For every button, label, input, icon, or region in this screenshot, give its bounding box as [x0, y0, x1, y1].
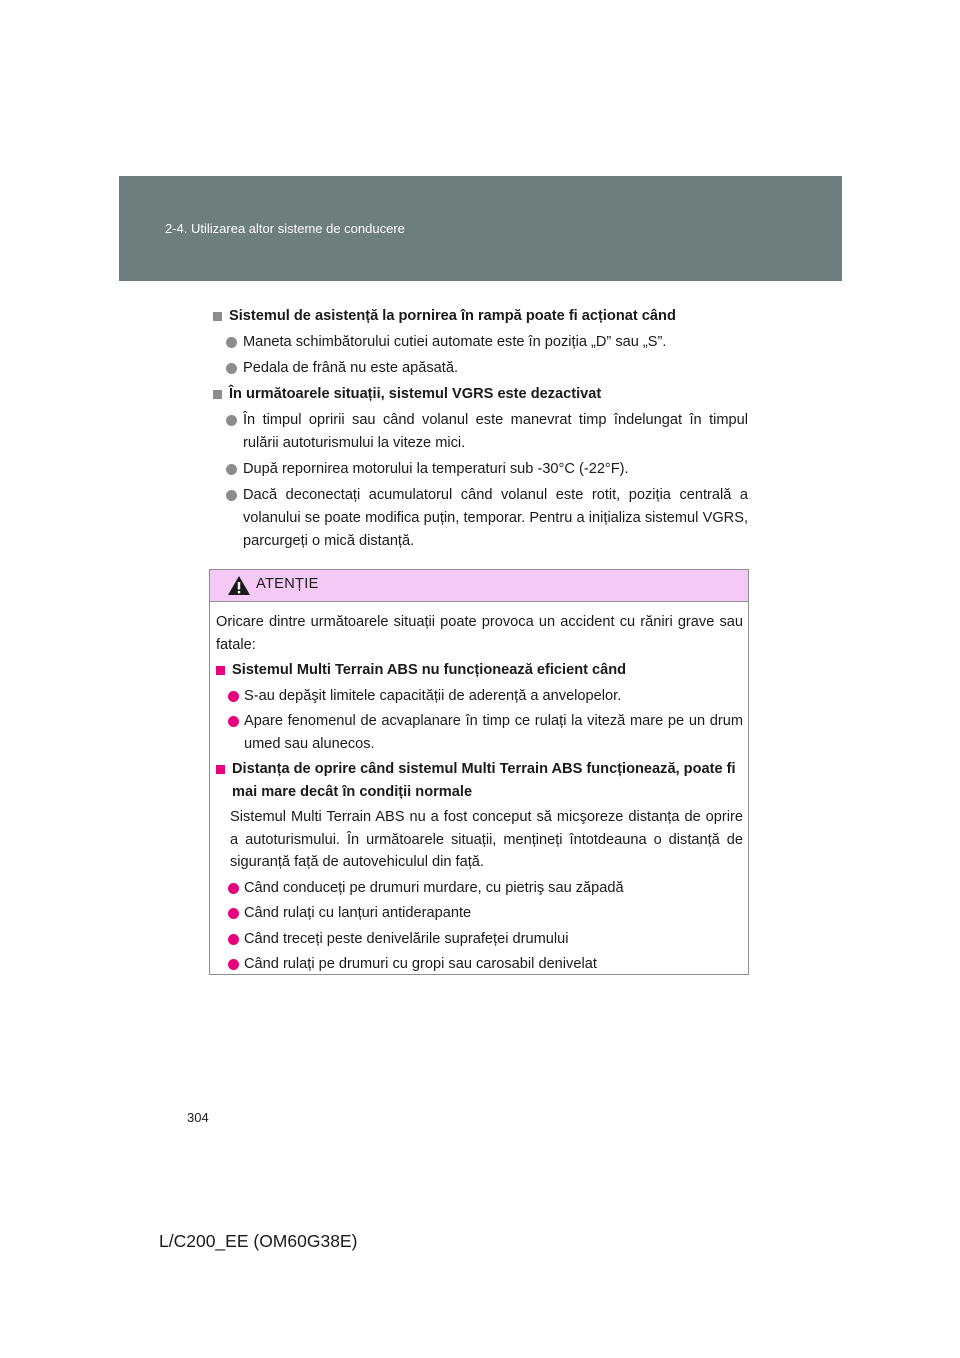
list-item	[216, 685, 743, 708]
square-bullet-icon	[216, 765, 225, 774]
circle-bullet-icon	[226, 415, 237, 426]
warning-paragraph: Sistemul Multi Terrain ABS nu a fost conceput să micşoreze distanța de oprire a autoturismului. În următoarele situații, mențineți întotdeauna o distanță de siguranță față de autovehiculul din față.	[230, 809, 743, 870]
list-item	[213, 357, 748, 380]
list-item-text: Pedala de frână nu este apăsată.	[243, 360, 459, 376]
list-item	[216, 877, 743, 900]
list-item-text: În timpul opririi sau când volanul este manevrat timp îndelungat în timpul rulării autoturismului la viteze mici.	[243, 412, 748, 451]
warning-heading	[216, 659, 743, 682]
list-item-text: Când rulați pe drumuri cu gropi sau carosabil denivelat	[244, 956, 597, 972]
square-bullet-icon	[213, 312, 222, 321]
list-item	[216, 902, 743, 925]
section-heading-text: Sistemul de asistență la pornirea în rampă poate fi acționat când	[229, 308, 676, 324]
list-item-text: Apare fenomenul de acvaplanare în timp ce rulați la viteză mare pe un drum umed sau alunecos.	[244, 713, 743, 752]
warning-heading	[216, 758, 743, 803]
circle-bullet-icon	[228, 934, 239, 945]
list-item	[216, 710, 743, 755]
warning-heading-text: Distanța de oprire când sistemul Multi Terrain ABS funcționează, poate fi mai mare decât în condiții normale	[232, 761, 736, 800]
list-item-text: Când conduceți pe drumuri murdare, cu pietriş sau zăpadă	[244, 879, 624, 896]
page-number: 304	[187, 1110, 209, 1125]
list-item	[216, 928, 743, 951]
list-item	[213, 458, 748, 481]
list-item	[213, 409, 748, 455]
section-heading-text: În următoarele situații, sistemul VGRS este dezactivat	[229, 386, 602, 402]
circle-bullet-icon	[226, 363, 237, 374]
circle-bullet-icon	[228, 691, 239, 702]
circle-bullet-icon	[228, 883, 239, 894]
list-item	[216, 953, 743, 976]
list-item-text: Când rulați cu lanțuri antiderapante	[244, 905, 472, 921]
main-content	[213, 305, 748, 556]
header-band	[119, 176, 842, 281]
list-item	[213, 331, 748, 354]
circle-bullet-icon	[228, 908, 239, 919]
warning-intro: Oricare dintre următoarele situații poate provoca un accident cu răniri grave sau fatale:	[216, 614, 743, 653]
square-bullet-icon	[213, 390, 222, 399]
warning-box	[209, 569, 749, 975]
circle-bullet-icon	[226, 490, 237, 501]
circle-bullet-icon	[228, 716, 239, 727]
square-bullet-icon	[216, 666, 225, 675]
list-item	[213, 484, 748, 553]
section-title: 2-4. Utilizarea altor sisteme de conducere	[165, 221, 405, 236]
list-item-text: Dacă deconectați acumulatorul când volanul este rotit, poziția centrală a volanului se poate modifica puțin, temporar. Pentru a inițializa sistemul VGRS, parcurgeți o mică distanță.	[243, 487, 748, 549]
warning-body	[216, 611, 743, 979]
section-heading	[213, 383, 748, 406]
section-heading	[213, 305, 748, 328]
document-code: L/C200_EE (OM60G38E)	[159, 1231, 358, 1251]
list-item-text: Când treceți peste denivelările suprafeței drumului	[244, 930, 569, 947]
circle-bullet-icon	[226, 464, 237, 475]
circle-bullet-icon	[228, 959, 239, 970]
list-item-text: După repornirea motorului la temperaturi sub -30°C (-22°F).	[243, 461, 629, 477]
warning-header	[210, 570, 748, 602]
list-item-text: Maneta schimbătorului cutiei automate este în poziția „D” sau „S”.	[243, 334, 667, 350]
warning-heading-text: Sistemul Multi Terrain ABS nu funcționează eficient când	[232, 662, 627, 678]
list-item-text: S-au depăşit limitele capacității de aderență a anvelopelor.	[244, 687, 622, 704]
warning-triangle-icon	[227, 575, 251, 596]
circle-bullet-icon	[226, 337, 237, 348]
warning-label: ATENȚIE	[256, 576, 319, 592]
